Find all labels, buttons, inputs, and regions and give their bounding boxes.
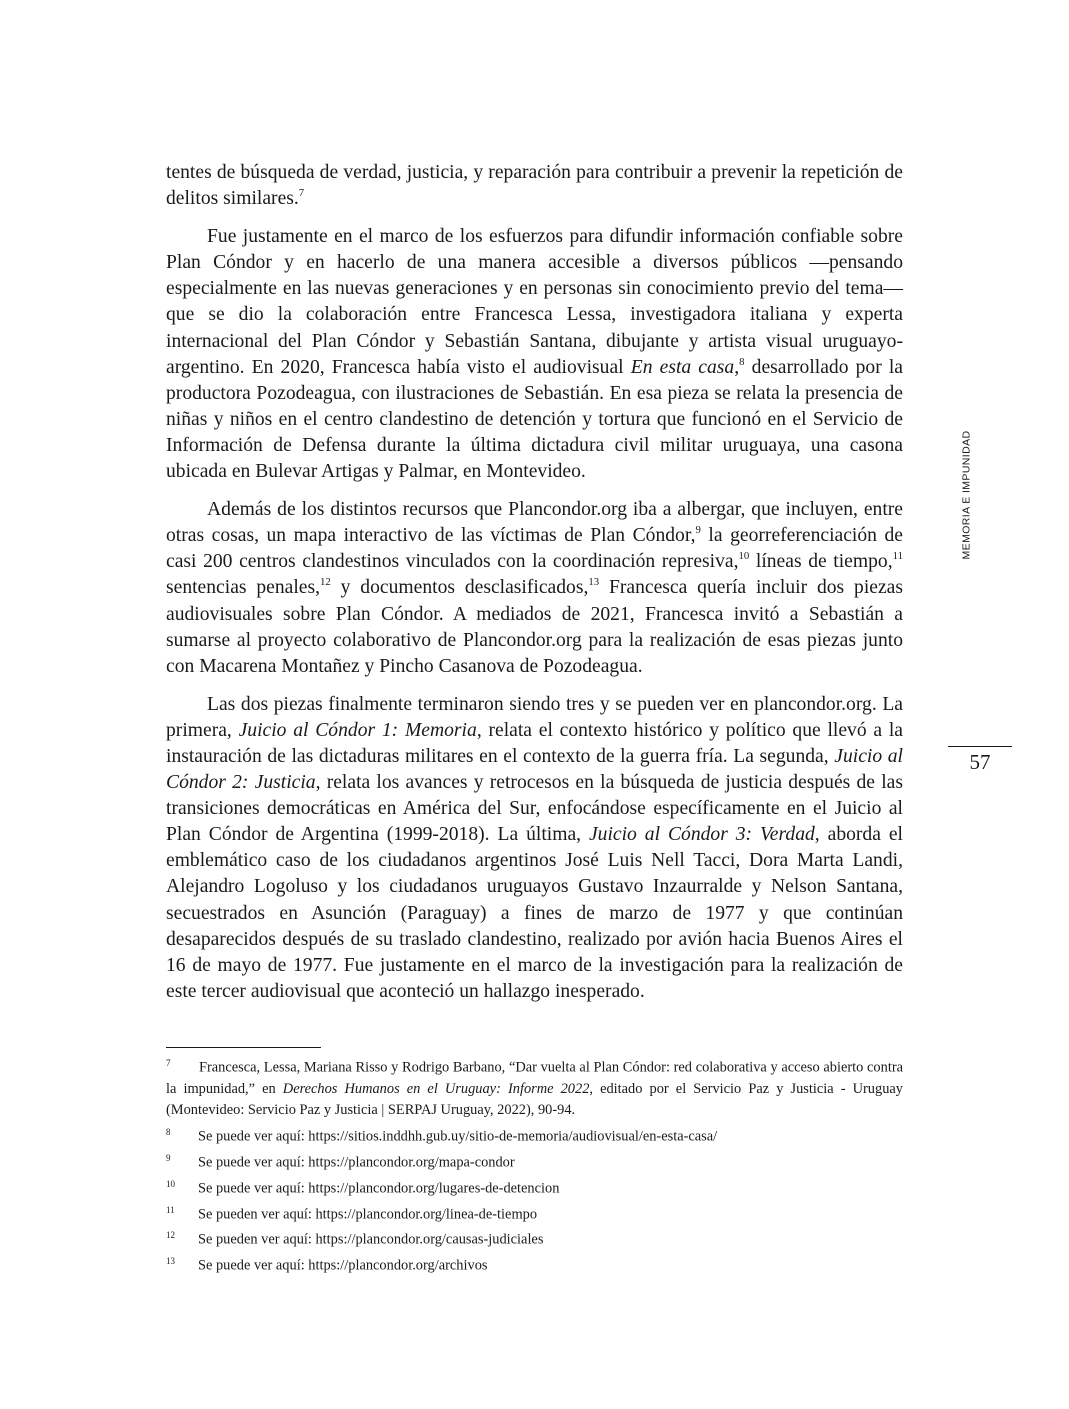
footnote-ref-7: 7: [298, 187, 305, 200]
work-title: Juicio al Cóndor 1: Memoria: [238, 719, 477, 741]
footnote-ref-11: 11: [892, 550, 903, 563]
footnote-7: [166, 1053, 903, 1122]
paragraph-text: tentes de búsqueda de verdad, justicia, y reparación para contribuir a prevenir la repetición de delitos similares.: [166, 162, 903, 210]
work-title: Juicio al Cóndor 3: Verdad: [588, 824, 815, 846]
paragraph-text: Francesca quería incluir dos piezas audiovisuales sobre Plan Cóndor. A mediados de 2021, Francesca invitó a Sebastián a sumarse al proyecto colaborativo de Plancondor.org para la realización de esas piezas junto con Macarena Montañez y Pincho Casanova de Pozodeagua.: [166, 577, 903, 677]
paragraph-3: [166, 497, 903, 680]
footnote-text: Se puede ver aquí: https://sitios.inddhh.gub.uy/sitio-de-memoria/audiovisual/en-esta-casa/: [198, 1128, 718, 1145]
footnote-10: [166, 1174, 903, 1200]
footnote-9: [166, 1148, 903, 1174]
footnote-12: [166, 1225, 903, 1251]
paragraph-4: [166, 692, 903, 1005]
footnote-text: Se puede ver aquí: https://plancondor.org/mapa-condor: [198, 1154, 515, 1171]
work-title: En esta casa: [630, 356, 735, 378]
footnote-ref-12: 12: [320, 576, 331, 589]
paragraph-text: la georreferenciación de casi 200 centros clandestinos vinculados con la coordinación represiva,: [166, 525, 903, 573]
footnote-number: 9: [166, 1152, 171, 1163]
footnote-text: Se puede ver aquí: https://plancondor.org/archivos: [198, 1257, 488, 1274]
footnote-ref-10: 10: [738, 550, 750, 563]
paragraph-text: Además de los distintos recursos que Plancondor.org iba a albergar, que incluyen, entre otras cosas, un mapa interactivo de las víctimas de Plan Cóndor,: [166, 499, 903, 547]
work-title: Derechos Humanos en el Uruguay: Informe 2022: [282, 1080, 590, 1097]
footnote-ref-9: 9: [695, 524, 701, 537]
footnote-13: [166, 1251, 903, 1277]
paragraph-text: líneas de tiempo,: [749, 551, 893, 573]
footnote-number: 11: [166, 1204, 175, 1215]
footnote-ref-8: 8: [739, 355, 745, 368]
footnote-ref-13: 13: [588, 576, 600, 589]
paragraph-text: , aborda el emblemático caso de los ciudadanos argentinos José Luis Nell Tacci, Dora Marta Landi, Alejandro Logoluso y los ciudadanos uruguayos Gustavo Inzaurralde y Nelson Santana, secuestrados en Asunción (Paraguay) a fines de marzo de 1977 y que continúan desaparecidos después de su traslado clandestino, realizado por avión hacia Buenos Aires el 16 de mayo de 1977. Fue justamente en el marco de la investigación para la realización de este tercer audiovisual que aconteció un hallazgo inesperado.: [166, 824, 903, 1002]
page-number-rule: [948, 746, 1012, 747]
paragraph-text: , relata los avances y retrocesos en la búsqueda de justicia después de las transiciones democráticas en América del Sur, enfocándose específicamente en el Juicio al Plan Cóndor de Argentina (1999-2018). La última,: [166, 772, 903, 846]
footnotes: [166, 1053, 903, 1277]
paragraph-text: desarrollado por la productora Pozodeagua, con ilustraciones de Sebastián. En esa pieza se relata la presencia de niñas y niños en el centro clandestino de detención y tortura que funcionó en el Servicio de Información de Defensa durante la última dictadura civil militar uruguaya, una casona ubicada en Bulevar Artigas y Palmar, en Montevideo.: [166, 356, 904, 483]
paragraph-text: y documentos desclasificados,: [330, 577, 589, 599]
footnote-number: 12: [166, 1230, 175, 1241]
body-text: [166, 160, 903, 1017]
footnote-text: Se pueden ver aquí: https://plancondor.org/causas-judiciales: [198, 1231, 544, 1248]
work-title: Juicio al Cóndor 2: Justicia: [166, 745, 903, 794]
footnote-text: Francesca, Lessa, Mariana Risso y Rodrigo Barbano, “Dar vuelta al Plan Cóndor: red colaborativa y acceso abierto contra la impunidad,” en: [166, 1059, 903, 1097]
side-title-text: MEMORIA E IMPUNIDAD: [960, 430, 973, 560]
footnote-text: Se puede ver aquí: https://plancondor.org/lugares-de-detencion: [198, 1180, 560, 1197]
paragraph-text: sentencias penales,: [166, 577, 321, 599]
footnote-text: , editado por el Servicio Paz y Justicia - Uruguay (Montevideo: Servicio Paz y Justicia | SERPAJ Uruguay, 2022), 90-94.: [166, 1080, 903, 1119]
paragraph-2: [166, 224, 903, 485]
footnote-separator: [166, 1047, 321, 1048]
running-side-title: [953, 420, 979, 570]
paragraph-text: Fue justamente en el marco de los esfuerzos para difundir información confiable sobre Plan Cóndor y en hacerlo de una manera accesible a diversos públicos —pensando especialmente en las nuevas generaciones y en personas sin conocimiento previo del tema— que se dio la colaboración entre Francesca Lessa, investigadora italiana y experta internacional del Plan Cóndor y Sebastián Santana, dibujante y artista visual uruguayo-argentino. En 2020, Francesca había visto el audiovisual: [166, 226, 903, 378]
footnote-11: [166, 1200, 903, 1226]
paragraph-1: [166, 160, 903, 212]
footnote-8: [166, 1122, 903, 1148]
paragraph-text: ,: [734, 356, 740, 378]
footnote-text: Se pueden ver aquí: https://plancondor.org/linea-de-tiempo: [198, 1205, 538, 1222]
footnote-number: 8: [166, 1126, 171, 1137]
footnote-number: 10: [166, 1178, 175, 1189]
page-number: 57: [969, 750, 991, 774]
paragraph-text: , relata el contexto histórico y político que llevó a la instauración de las dictaduras militares en el contexto de la guerra fría. La segunda,: [166, 719, 903, 767]
footnote-number: 13: [166, 1256, 175, 1267]
paragraph-text: Las dos piezas finalmente terminaron siendo tres y se pueden ver en plancondor.org. La primera,: [166, 693, 903, 741]
footnote-number: 7: [166, 1058, 171, 1068]
